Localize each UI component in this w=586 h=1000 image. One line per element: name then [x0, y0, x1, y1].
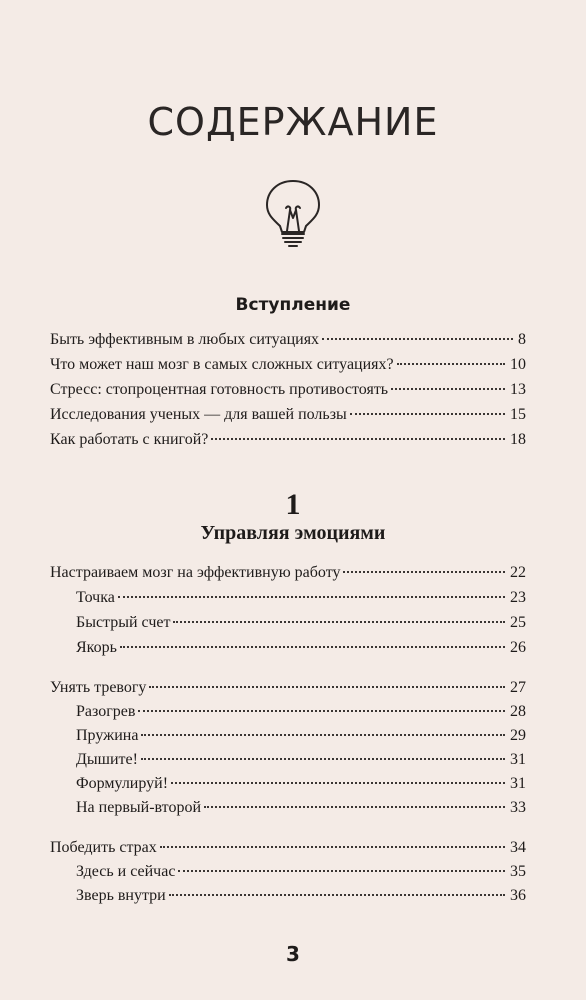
- dot-leader: [118, 596, 505, 598]
- toc-entry-label: Разогрев: [76, 703, 136, 720]
- page-number: 3: [286, 942, 300, 966]
- dot-leader: [173, 621, 505, 623]
- dot-leader: [149, 686, 505, 688]
- toc-entry-page: 33: [510, 799, 526, 816]
- dot-leader: [141, 734, 505, 736]
- toc-entry-label: Как работать с книгой?: [50, 431, 209, 448]
- toc-entry-label: Здесь и сейчас: [76, 863, 176, 880]
- toc-group-entry: [50, 564, 526, 588]
- toc-entry-page: 35: [510, 863, 526, 880]
- toc-entry: [50, 431, 526, 455]
- toc-entry-label: Точка: [76, 589, 115, 606]
- toc-entry-page: 13: [510, 381, 526, 398]
- toc-entry-page: 8: [518, 331, 526, 348]
- toc-entry-label: Пружина: [76, 727, 139, 744]
- chapter-number: 1: [285, 488, 301, 521]
- toc-entry-page: 22: [510, 564, 526, 581]
- dot-leader: [141, 758, 505, 760]
- toc-entry-page: 29: [510, 727, 526, 744]
- dot-leader: [211, 438, 505, 440]
- toc-entry-label: Унять тревогу: [50, 679, 147, 696]
- toc-sub-entry: [76, 703, 526, 727]
- toc-sub-entry: [76, 639, 526, 663]
- toc-entry-page: 25: [510, 614, 526, 631]
- toc-entry-label: Зверь внутри: [76, 887, 166, 904]
- toc-group-entry: [50, 839, 526, 863]
- toc-entry-label: Быть эффективным в любых ситуациях: [50, 331, 320, 348]
- toc-sub-entry: [76, 614, 526, 638]
- dot-leader: [160, 846, 505, 848]
- toc-sub-entry: [76, 863, 526, 887]
- chapter-title: Управляя эмоциями: [200, 522, 386, 544]
- toc-entry: [50, 381, 526, 405]
- dot-leader: [204, 806, 505, 808]
- toc-entry-page: 10: [510, 356, 526, 373]
- toc-entry-page: 28: [510, 703, 526, 720]
- lightbulb-icon: [262, 178, 324, 248]
- toc-group-entry: [50, 679, 526, 703]
- toc-entry-label: На первый-второй: [76, 799, 202, 816]
- toc-entry-label: Формулируй!: [76, 775, 169, 792]
- dot-leader: [397, 363, 505, 365]
- toc-entry-page: 18: [510, 431, 526, 448]
- toc-entry-label: Настраиваем мозг на эффективную работу: [50, 564, 341, 581]
- dot-leader: [350, 413, 505, 415]
- toc-sub-entry: [76, 727, 526, 751]
- toc-entry: [50, 331, 526, 355]
- toc-entry-page: 26: [510, 639, 526, 656]
- toc-entry: [50, 356, 526, 380]
- toc-sub-entry: [76, 887, 526, 911]
- toc-entry-page: 15: [510, 406, 526, 423]
- toc-entry-page: 31: [510, 775, 526, 792]
- dot-leader: [178, 870, 505, 872]
- dot-leader: [169, 894, 505, 896]
- toc-sub-entry: [76, 589, 526, 613]
- dot-leader: [120, 646, 505, 648]
- dot-leader: [138, 710, 505, 712]
- toc-entry-label: Якорь: [76, 639, 117, 656]
- toc-entry-label: Стресс: стопроцентная готовность противостоять: [50, 381, 389, 398]
- toc-entry-label: Победить страх: [50, 839, 157, 856]
- toc-entry-page: 31: [510, 751, 526, 768]
- toc-entry-page: 36: [510, 887, 526, 904]
- toc-entry-label: Дышите!: [76, 751, 138, 768]
- dot-leader: [322, 338, 513, 340]
- toc-entry: [50, 406, 526, 430]
- page-title: СОДЕРЖАНИЕ: [147, 100, 439, 144]
- toc-entry-label: Что может наш мозг в самых сложных ситуациях?: [50, 356, 394, 373]
- toc-sub-entry: [76, 751, 526, 775]
- toc-entry-page: 27: [510, 679, 526, 696]
- dot-leader: [171, 782, 505, 784]
- toc-entry-page: 34: [510, 839, 526, 856]
- toc-sub-entry: [76, 799, 526, 823]
- dot-leader: [391, 388, 505, 390]
- intro-heading: Вступление: [235, 295, 351, 315]
- toc-sub-entry: [76, 775, 526, 799]
- dot-leader: [343, 571, 505, 573]
- toc-entry-label: Быстрый счет: [76, 614, 171, 631]
- toc-entry-label: Исследования ученых — для вашей пользы: [50, 406, 347, 423]
- toc-entry-page: 23: [510, 589, 526, 606]
